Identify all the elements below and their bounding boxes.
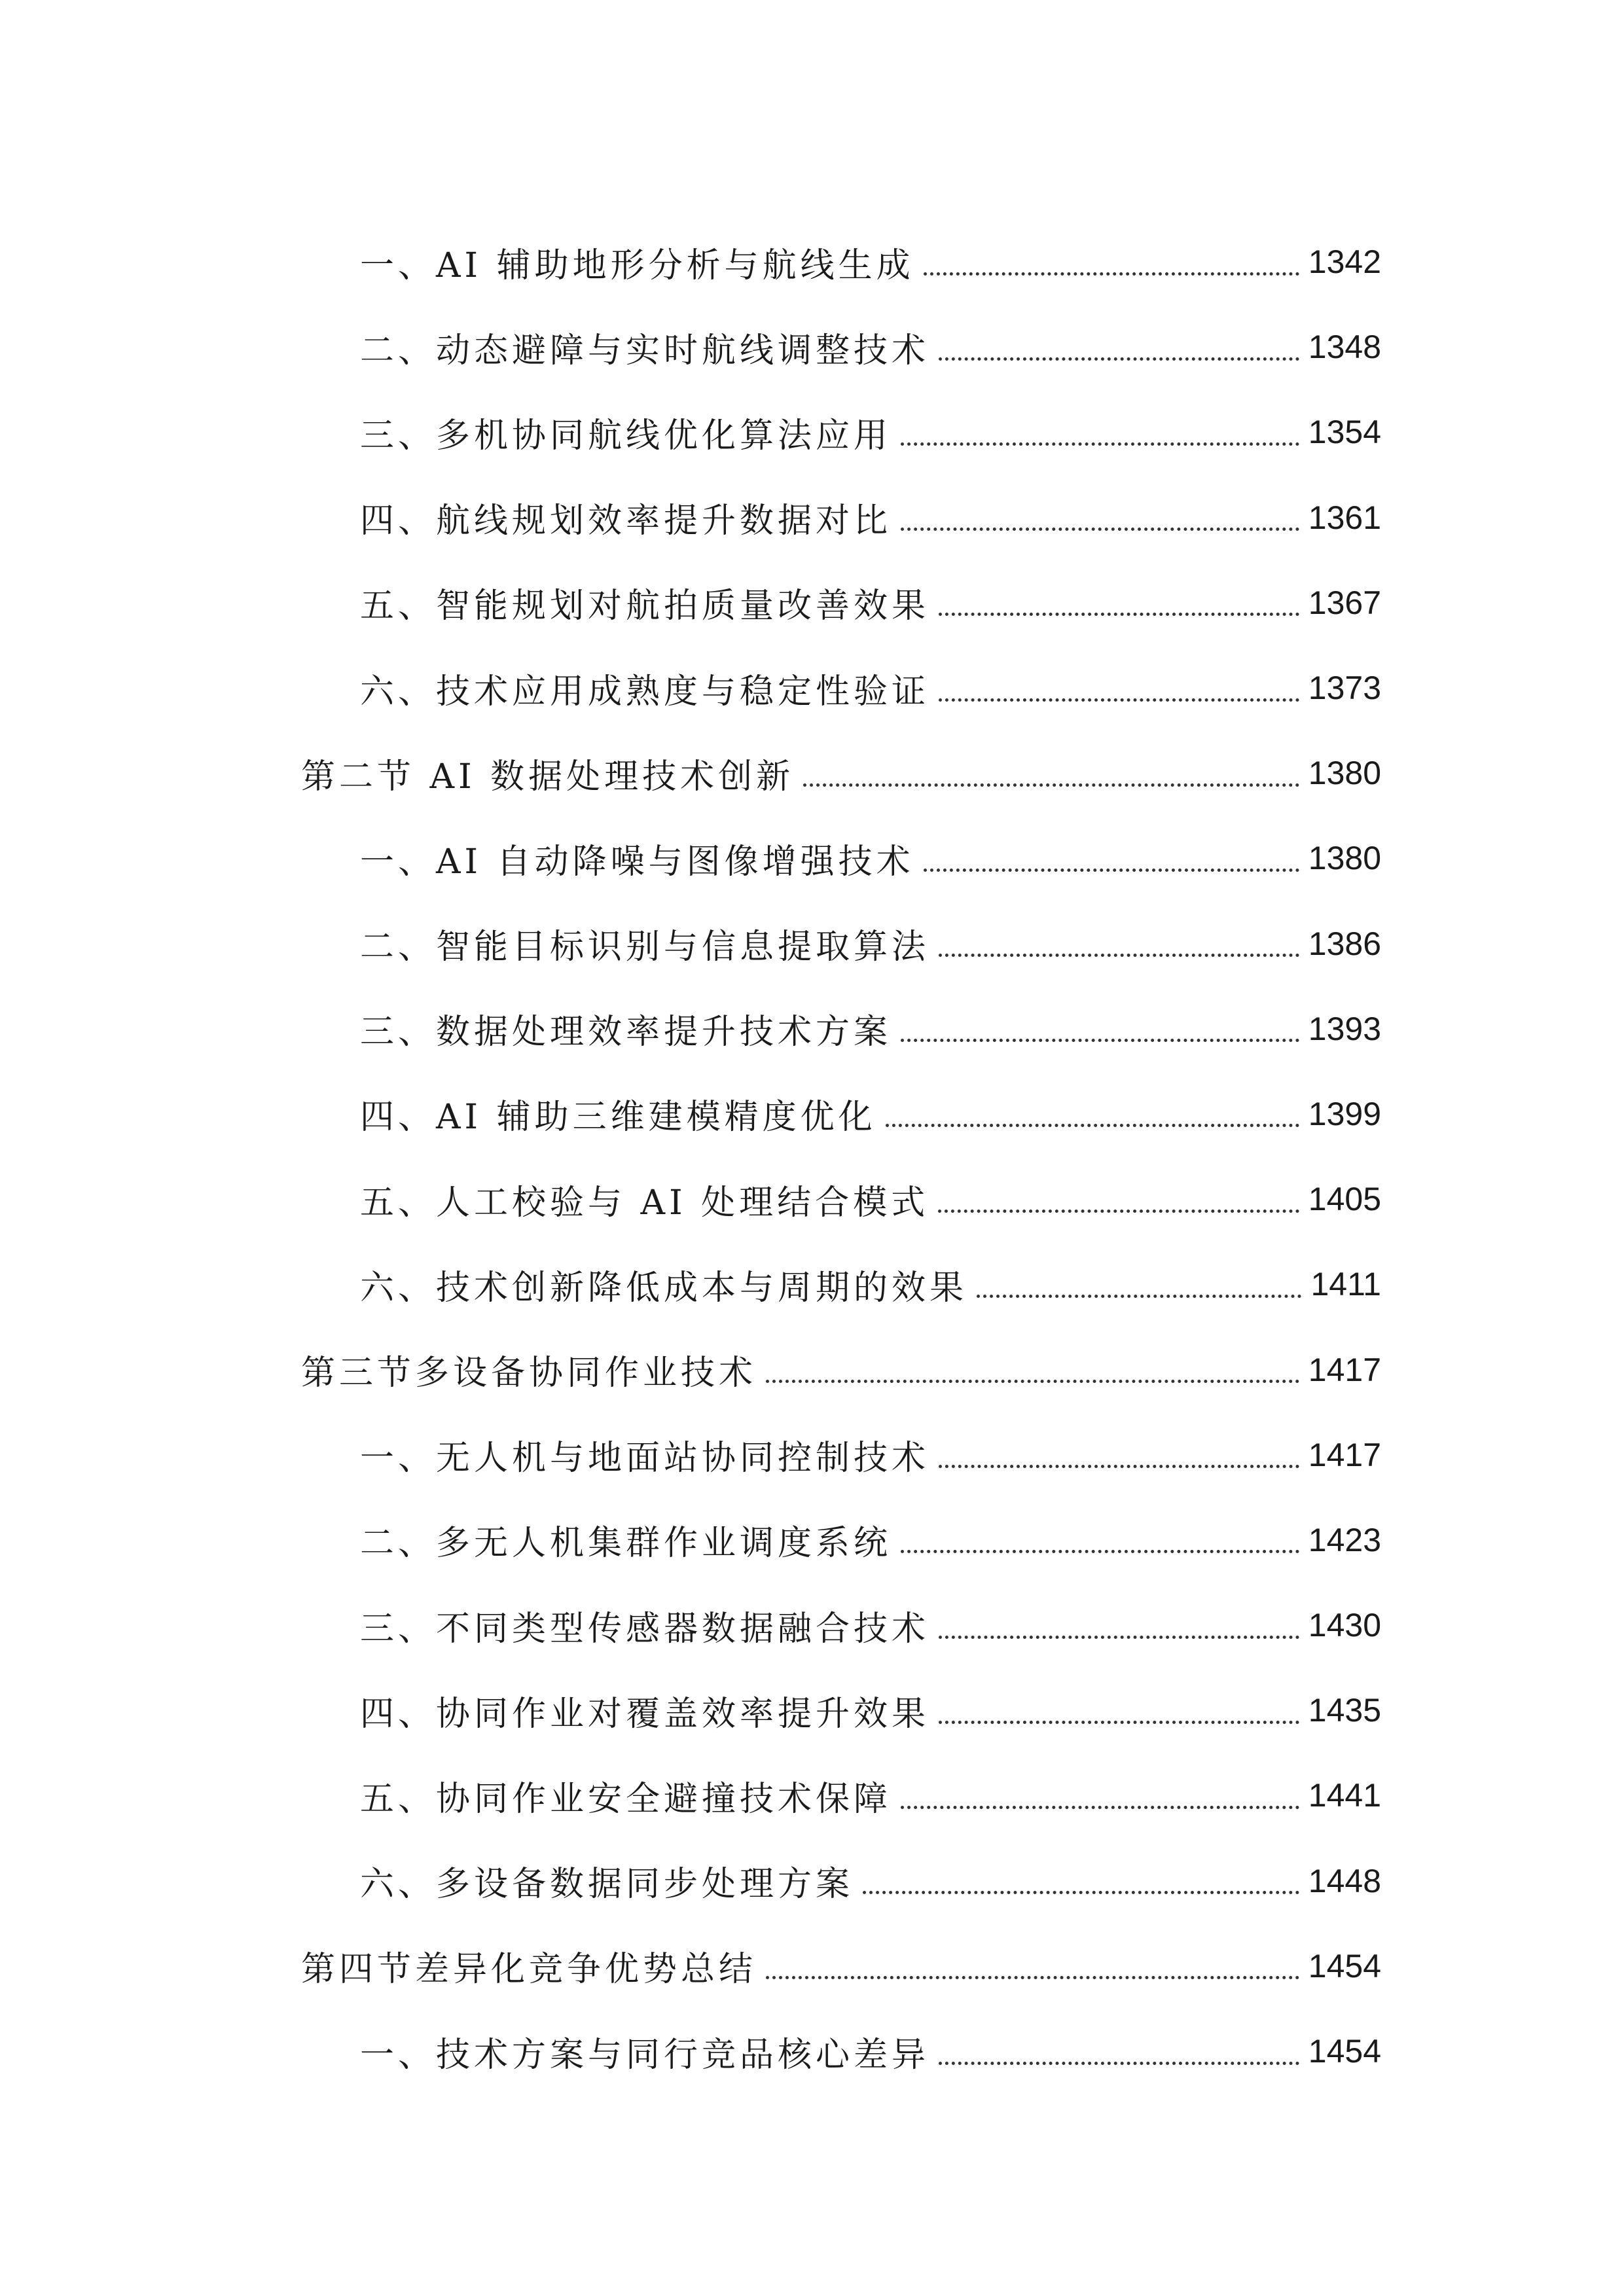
toc-page-number: 1454 bbox=[1308, 1947, 1381, 1984]
toc-dot-leader bbox=[901, 1806, 1299, 1809]
toc-dot-leader bbox=[924, 272, 1299, 276]
toc-dot-leader bbox=[766, 1976, 1299, 1979]
toc-page-number: 1417 bbox=[1308, 1436, 1381, 1473]
toc-dot-leader bbox=[939, 1465, 1299, 1468]
toc-subsection-entry[interactable] bbox=[301, 1753, 1381, 1838]
toc-page-number: 1441 bbox=[1308, 1777, 1381, 1814]
toc-page-number: 1393 bbox=[1308, 1010, 1381, 1047]
toc-subsection-entry[interactable] bbox=[301, 1498, 1381, 1583]
toc-subsection-entry[interactable] bbox=[301, 2009, 1381, 2094]
toc-dot-leader bbox=[886, 1124, 1299, 1127]
toc-page-number: 1342 bbox=[1308, 243, 1381, 281]
toc-dot-leader bbox=[939, 357, 1299, 361]
toc-entry-title: 三、数据处理效率提升技术方案 bbox=[360, 1013, 892, 1052]
toc-subsection-entry[interactable] bbox=[301, 1412, 1381, 1498]
toc-page-number: 1411 bbox=[1310, 1266, 1381, 1303]
toc-entry-title: 六、技术应用成熟度与稳定性验证 bbox=[360, 672, 930, 711]
toc-dot-leader bbox=[901, 1550, 1299, 1553]
toc-page-number: 1354 bbox=[1308, 414, 1381, 451]
toc-entry-title: 四、协同作业对覆盖效率提升效果 bbox=[360, 1694, 930, 1734]
toc-subsection-entry[interactable] bbox=[301, 816, 1381, 901]
toc-entry-title: 四、航线规划效率提升数据对比 bbox=[360, 501, 892, 541]
toc-dot-leader bbox=[938, 1210, 1299, 1213]
toc-subsection-entry[interactable] bbox=[301, 1157, 1381, 1242]
toc-page-number: 1380 bbox=[1308, 755, 1381, 792]
toc-subsection-entry[interactable] bbox=[301, 645, 1381, 730]
toc-entry-title: 一、技术方案与同行竞品核心差异 bbox=[360, 2035, 930, 2075]
toc-subsection-entry[interactable] bbox=[301, 901, 1381, 986]
toc-entry-title: 五、智能规划对航拍质量改善效果 bbox=[360, 586, 930, 626]
toc-page-number: 1435 bbox=[1308, 1692, 1381, 1729]
toc-entry-title: 二、多无人机集群作业调度系统 bbox=[360, 1524, 892, 1564]
toc-section-entry[interactable] bbox=[301, 730, 1381, 816]
toc-page-number: 1386 bbox=[1308, 925, 1381, 962]
toc-entry-title: 第三节多设备协同作业技术 bbox=[301, 1354, 757, 1393]
toc-dot-leader bbox=[939, 1721, 1299, 1724]
toc-page-number: 1348 bbox=[1308, 329, 1381, 366]
toc-subsection-entry[interactable] bbox=[301, 986, 1381, 1071]
toc-page-number: 1399 bbox=[1308, 1095, 1381, 1132]
toc-dot-leader bbox=[901, 528, 1299, 531]
toc-dot-leader bbox=[939, 698, 1299, 702]
toc-page-number: 1373 bbox=[1308, 670, 1381, 707]
toc-section-entry[interactable] bbox=[301, 1327, 1381, 1412]
toc-page-number: 1380 bbox=[1308, 840, 1381, 877]
toc-dot-leader bbox=[939, 2062, 1299, 2065]
toc-entry-title: 一、AI 自动降噪与图像增强技术 bbox=[360, 842, 914, 882]
toc-entry-title: 三、不同类型传感器数据融合技术 bbox=[360, 1609, 930, 1649]
toc-subsection-entry[interactable] bbox=[301, 1583, 1381, 1668]
toc-section-entry[interactable] bbox=[301, 1924, 1381, 2009]
toc-page-number: 1405 bbox=[1308, 1181, 1381, 1218]
toc-dot-leader bbox=[924, 869, 1299, 872]
toc-dot-leader bbox=[939, 613, 1299, 616]
toc-page-number: 1448 bbox=[1308, 1862, 1381, 1899]
toc-entry-title: 第二节 AI 数据处理技术创新 bbox=[301, 757, 795, 797]
toc-page-number: 1423 bbox=[1308, 1521, 1381, 1558]
toc-page-number: 1367 bbox=[1308, 584, 1381, 621]
toc-dot-leader bbox=[766, 1380, 1299, 1383]
toc-entry-title: 六、多设备数据同步处理方案 bbox=[360, 1865, 854, 1905]
toc-dot-leader bbox=[939, 954, 1299, 957]
toc-subsection-entry[interactable] bbox=[301, 560, 1381, 645]
toc-subsection-entry[interactable] bbox=[301, 389, 1381, 475]
toc-entry-title: 二、动态避障与实时航线调整技术 bbox=[360, 331, 930, 370]
toc-dot-leader bbox=[803, 783, 1299, 787]
toc-dot-leader bbox=[863, 1891, 1299, 1894]
toc-entry-title: 一、无人机与地面站协同控制技术 bbox=[360, 1439, 930, 1479]
toc-page-number: 1361 bbox=[1308, 499, 1381, 536]
toc-entry-title: 二、智能目标识别与信息提取算法 bbox=[360, 927, 930, 967]
toc-page-number: 1417 bbox=[1308, 1351, 1381, 1388]
toc-dot-leader bbox=[977, 1295, 1301, 1298]
toc-entry-title: 五、人工校验与 AI 处理结合模式 bbox=[360, 1183, 929, 1223]
toc-subsection-entry[interactable] bbox=[301, 1071, 1381, 1157]
toc-dot-leader bbox=[939, 1636, 1299, 1639]
toc-dot-leader bbox=[901, 1039, 1299, 1042]
toc-subsection-entry[interactable] bbox=[301, 1839, 1381, 1924]
toc-subsection-entry[interactable] bbox=[301, 475, 1381, 560]
table-of-contents bbox=[301, 219, 1381, 2094]
toc-entry-title: 第四节差异化竞争优势总结 bbox=[301, 1950, 757, 1990]
toc-dot-leader bbox=[901, 442, 1299, 446]
toc-page-number: 1454 bbox=[1308, 2033, 1381, 2070]
toc-entry-title: 一、AI 辅助地形分析与航线生成 bbox=[360, 245, 914, 285]
toc-subsection-entry[interactable] bbox=[301, 219, 1381, 304]
toc-subsection-entry[interactable] bbox=[301, 1242, 1381, 1327]
toc-page-number: 1430 bbox=[1308, 1607, 1381, 1644]
toc-subsection-entry[interactable] bbox=[301, 304, 1381, 389]
toc-entry-title: 三、多机协同航线优化算法应用 bbox=[360, 416, 892, 456]
toc-entry-title: 四、AI 辅助三维建模精度优化 bbox=[360, 1098, 876, 1138]
toc-subsection-entry[interactable] bbox=[301, 1668, 1381, 1753]
toc-entry-title: 六、技术创新降低成本与周期的效果 bbox=[360, 1268, 968, 1308]
toc-entry-title: 五、协同作业安全避撞技术保障 bbox=[360, 1779, 892, 1819]
